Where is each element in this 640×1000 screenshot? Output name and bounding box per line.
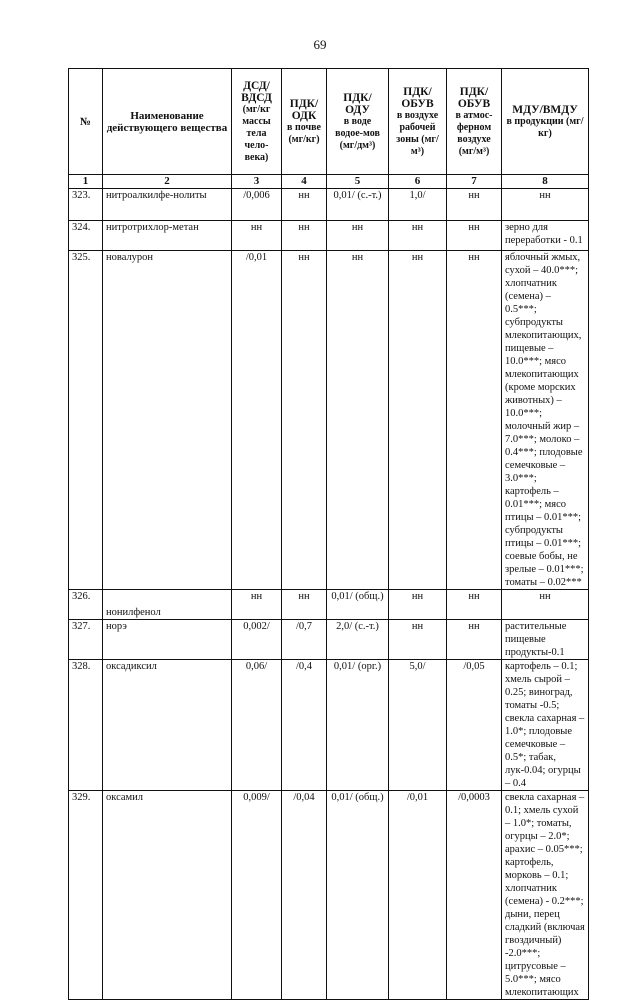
header-obuv-work: ПДК/ ОБУВ в воздухе рабочей зоны (мг/м³) bbox=[389, 69, 447, 175]
dsd-value: 0,06/ bbox=[232, 660, 282, 791]
obuv-work-value: 1,0/ bbox=[389, 189, 447, 221]
column-number-row bbox=[69, 175, 589, 189]
obuv-work-value: нн bbox=[389, 251, 447, 590]
row-number: 327. bbox=[69, 620, 103, 660]
row-number: 324. bbox=[69, 221, 103, 251]
substance-name: оксадиксил bbox=[103, 660, 232, 791]
column-number: 6 bbox=[389, 175, 447, 189]
mdu-value: растительные пищевые продукты-0.1 bbox=[502, 620, 589, 660]
mdu-value: яблочный жмых, сухой – 40.0***; хлопчатник (семена) – 0.5***; субпродукты млекопитающих, пищевые – 10.0***; мясо млекопитающих (кроме морских животных) – 10.0***; молочный жир – 7.0***; молоко – 0.4***; плодовые семечковые – 3.0***; картофель – 0.01***; мясо птицы – 0.01***; субпродукты птицы – 0.01***; соевые бобы, не зрелые – 0.01***; томаты – 0.02*** bbox=[502, 251, 589, 590]
table-row bbox=[69, 251, 589, 590]
header-dsd: ДСД/ ВДСД (мг/кг массы тела чело-века) bbox=[232, 69, 282, 175]
table-row bbox=[69, 620, 589, 660]
row-number: 328. bbox=[69, 660, 103, 791]
substance-name: норэ bbox=[103, 620, 232, 660]
mdu-value: нн bbox=[502, 189, 589, 221]
obuv-work-value: 5,0/ bbox=[389, 660, 447, 791]
obuv-atm-value: нн bbox=[447, 620, 502, 660]
dsd-value: нн bbox=[232, 590, 282, 620]
table-row bbox=[69, 590, 589, 620]
pdk-odk-value: нн bbox=[282, 189, 327, 221]
pdk-odk-value: нн bbox=[282, 251, 327, 590]
header-name: Наименование действующего вещества bbox=[103, 69, 232, 175]
obuv-atm-value: /0,0003 bbox=[447, 791, 502, 1000]
pdk-odu-value: 2,0/ (с.-т.) bbox=[327, 620, 389, 660]
pdk-odk-value: /0,7 bbox=[282, 620, 327, 660]
pdk-odu-value: 0,01/ (общ.) bbox=[327, 791, 389, 1000]
header-obuv-atm-sub: в атмос-ферном воздухе (мг/м³) bbox=[455, 109, 493, 157]
pdk-odk-value: нн bbox=[282, 221, 327, 251]
dsd-value: /0,01 bbox=[232, 251, 282, 590]
row-number: 325. bbox=[69, 251, 103, 590]
obuv-work-value: нн bbox=[389, 590, 447, 620]
header-dsd-sub: (мг/кг массы тела чело-века) bbox=[242, 103, 271, 163]
obuv-atm-value: /0,05 bbox=[447, 660, 502, 791]
column-number: 2 bbox=[103, 175, 232, 189]
mdu-value: зерно для переработки - 0.1 bbox=[502, 221, 589, 251]
row-number: 329. bbox=[69, 791, 103, 1000]
header-pdk-odk: ПДК/ ОДК в почве (мг/кг) bbox=[282, 69, 327, 175]
dsd-value: /0,006 bbox=[232, 189, 282, 221]
dsd-value: 0,002/ bbox=[232, 620, 282, 660]
row-number: 323. bbox=[69, 189, 103, 221]
pdk-odk-value: /0,04 bbox=[282, 791, 327, 1000]
header-obuv-work-sub: в воздухе рабочей зоны (мг/м³) bbox=[396, 109, 439, 157]
column-number: 4 bbox=[282, 175, 327, 189]
obuv-work-value: нн bbox=[389, 221, 447, 251]
obuv-work-value: /0,01 bbox=[389, 791, 447, 1000]
pdk-odu-value: 0,01/ (общ.) bbox=[327, 590, 389, 620]
header-mdu-sub: в продукции (мг/кг) bbox=[506, 115, 584, 139]
column-number: 3 bbox=[232, 175, 282, 189]
obuv-work-value: нн bbox=[389, 620, 447, 660]
obuv-atm-value: нн bbox=[447, 590, 502, 620]
column-number: 5 bbox=[327, 175, 389, 189]
row-number: 326. bbox=[69, 590, 103, 620]
pdk-odk-value: /0,4 bbox=[282, 660, 327, 791]
column-number: 8 bbox=[502, 175, 589, 189]
header-row bbox=[69, 69, 589, 175]
substance-name: нонилфенол bbox=[103, 590, 232, 620]
mdu-value: свекла сахарная – 0.1; хмель сухой – 1.0*; томаты, огурцы – 2.0*; арахис – 0.05***; картофель, морковь – 0.1; хлопчатник (семена) - 0.2***; дыни, перец сладкий (включая гвоздичный) -2.0***; цитрусовые – 5.0***; мясо млекопитающих bbox=[502, 791, 589, 1000]
pdk-odu-value: 0,01/ (с.-т.) bbox=[327, 189, 389, 221]
pdk-odu-value: нн bbox=[327, 221, 389, 251]
obuv-atm-value: нн bbox=[447, 221, 502, 251]
table-row bbox=[69, 660, 589, 791]
substance-name: новалурон bbox=[103, 251, 232, 590]
header-mdu: МДУ/ВМДУ в продукции (мг/кг) bbox=[502, 69, 589, 175]
mdu-value: нн bbox=[502, 590, 589, 620]
header-num: № bbox=[69, 69, 103, 175]
header-obuv-atm: ПДК/ ОБУВ в атмос-ферном воздухе (мг/м³) bbox=[447, 69, 502, 175]
substance-name: нитроалкилфе-нолиты bbox=[103, 189, 232, 221]
dsd-value: 0,009/ bbox=[232, 791, 282, 1000]
column-number: 7 bbox=[447, 175, 502, 189]
header-pdk-odu: ПДК/ ОДУ в воде водое-мов (мг/дм³) bbox=[327, 69, 389, 175]
pdk-odu-value: 0,01/ (орг.) bbox=[327, 660, 389, 791]
substance-name: оксамил bbox=[103, 791, 232, 1000]
obuv-atm-value: нн bbox=[447, 251, 502, 590]
obuv-atm-value: нн bbox=[447, 189, 502, 221]
substance-name: нитротрихлор-метан bbox=[103, 221, 232, 251]
table-row bbox=[69, 221, 589, 251]
mdu-value: картофель – 0.1; хмель сырой – 0.25; виноград, томаты -0.5; свекла сахарная – 1.0*; плодовые семечковые – 0.5*; табак, лук-0.04; огурцы – 0.4 bbox=[502, 660, 589, 791]
pdk-odk-value: нн bbox=[282, 590, 327, 620]
dsd-value: нн bbox=[232, 221, 282, 251]
pdk-odu-value: нн bbox=[327, 251, 389, 590]
header-pdk-odk-sub: в почве (мг/кг) bbox=[287, 121, 321, 145]
pesticide-table bbox=[68, 68, 589, 1000]
header-pdk-odu-sub: в воде водое-мов (мг/дм³) bbox=[335, 115, 380, 151]
column-number: 1 bbox=[69, 175, 103, 189]
page-number: 69 bbox=[313, 37, 327, 52]
table-row bbox=[69, 189, 589, 221]
table-row bbox=[69, 791, 589, 1000]
